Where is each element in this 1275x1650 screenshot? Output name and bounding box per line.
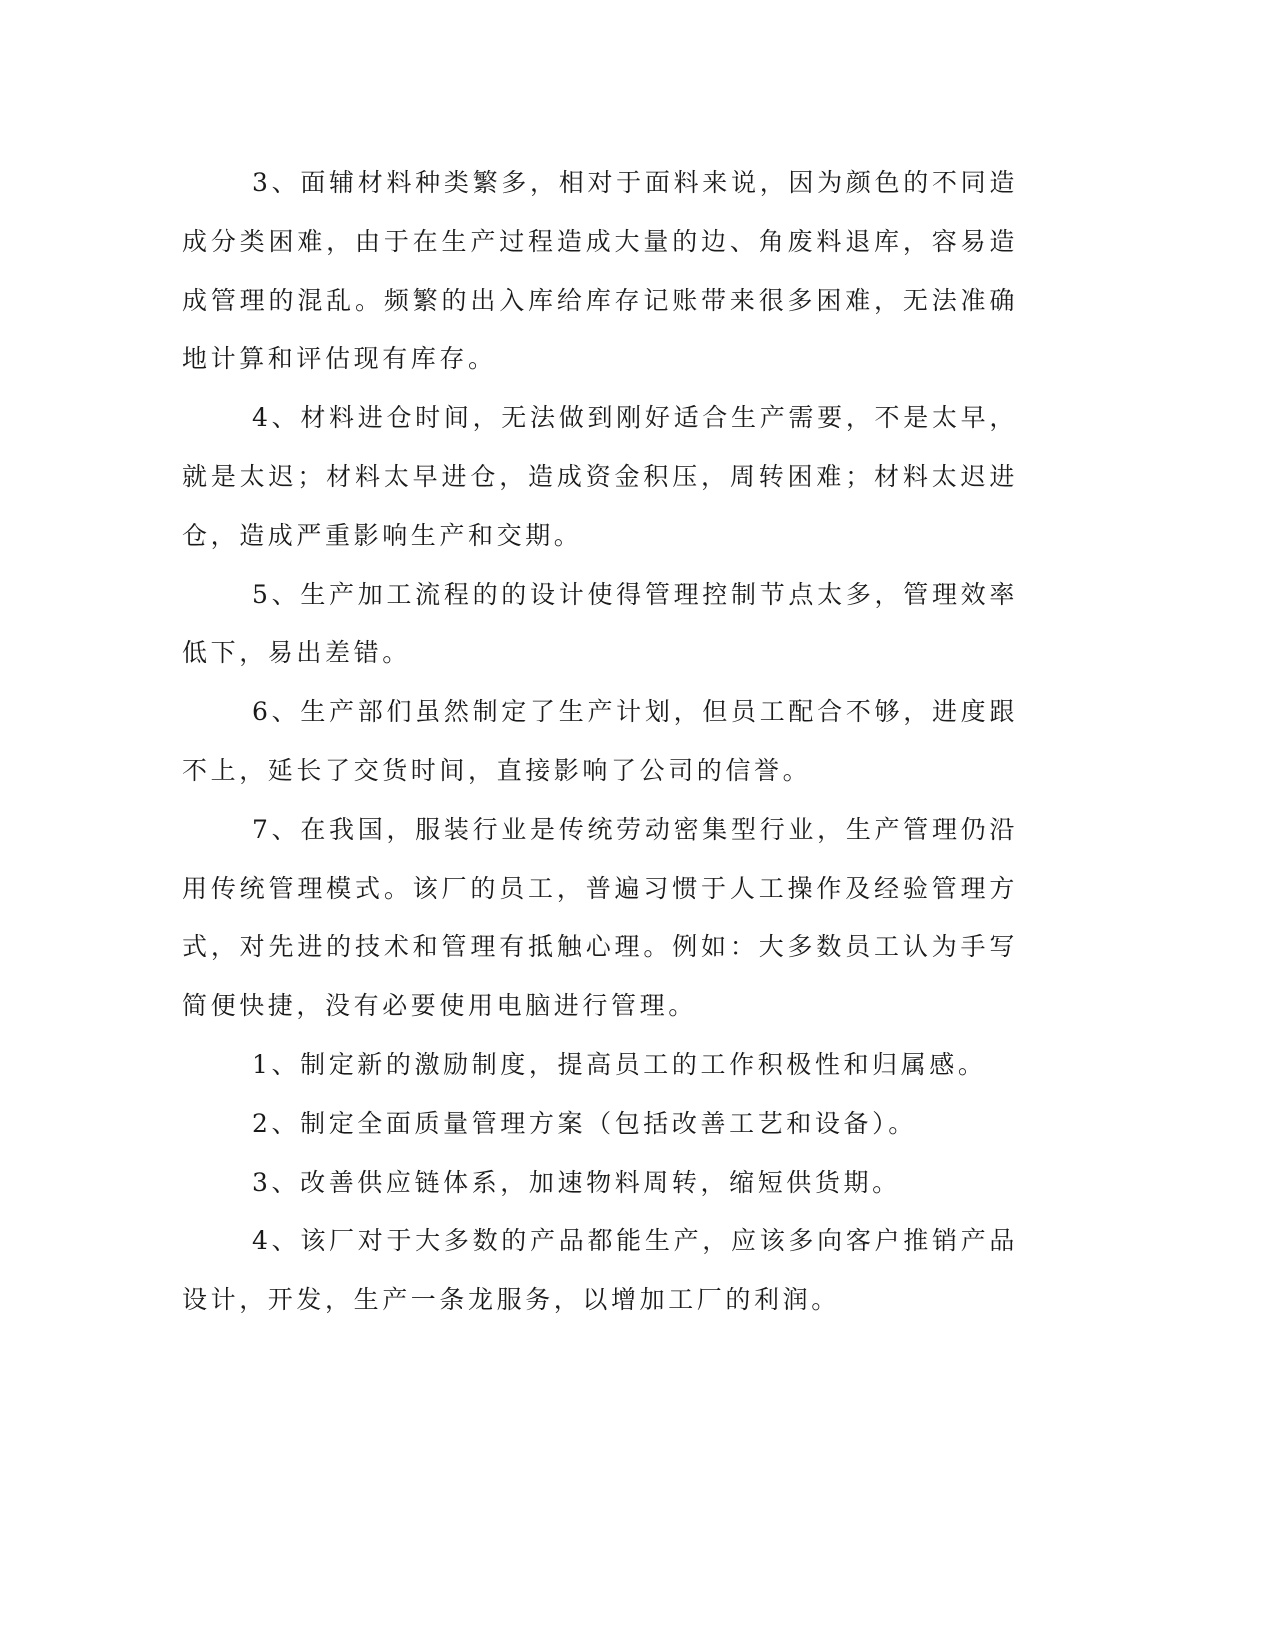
suggestion-2-quality: 2、制定全面质量管理方案（包括改善工艺和设备）。 [252, 1108, 917, 1138]
paragraph-6-production-plan: 6、生产部们虽然制定了生产计划，但员工配合不够，进度跟不上，延长了交货时间，直接影响了公司的信誉。 [182, 697, 1018, 785]
paragraph-3-fabric-materials: 3、面辅材料种类繁多，相对于面料来说，因为颜色的不同造成分类困难，由于在生产过程造成大量的边、角废料退库，容易造成管理的混乱。频繁的出入库给库存记账带来很多困难，无法准确地计算和评估现有库存。 [182, 168, 1018, 374]
paragraph-7-traditional-management: 7、在我国，服装行业是传统劳动密集型行业，生产管理仍沿用传统管理模式。该厂的员工，普遍习惯于人工操作及经验管理方式，对先进的技术和管理有抵触心理。例如：大多数员工认为手写简便快捷，没有必要使用电脑进行管理。 [182, 814, 1018, 1021]
suggestion-1-incentive: 1、制定新的激励制度，提高员工的工作积极性和归属感。 [252, 1049, 987, 1079]
paragraph-4-material-timing: 4、材料进仓时间，无法做到刚好适合生产需要，不是太早，就是太迟；材料太早进仓，造成资金积压，周转困难；材料太迟进仓，造成严重影响生产和交期。 [182, 403, 1018, 550]
suggestion-4-one-stop-service: 4、该厂对于大多数的产品都能生产，应该多向客户推销产品设计，开发，生产一条龙服务，以增加工厂的利润。 [182, 1226, 1018, 1315]
document-body [182, 154, 1018, 1330]
paragraph-5-process-design: 5、生产加工流程的的设计使得管理控制节点太多，管理效率低下，易出差错。 [182, 579, 1018, 668]
suggestion-3-supply-chain: 3、改善供应链体系，加速物料周转，缩短供货期。 [252, 1167, 901, 1197]
